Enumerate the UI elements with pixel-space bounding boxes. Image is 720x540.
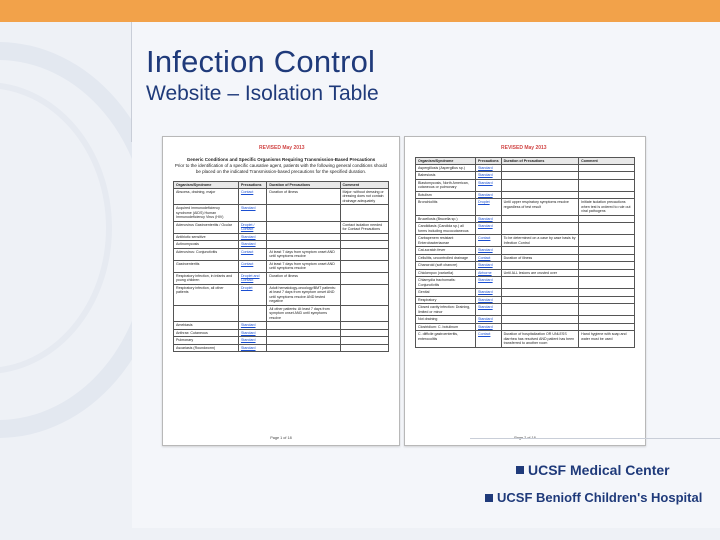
table-row bbox=[416, 235, 635, 247]
table-cell bbox=[579, 296, 635, 303]
table-row bbox=[174, 260, 389, 272]
top-accent-bar bbox=[0, 0, 720, 22]
table-row bbox=[174, 221, 389, 233]
table-row bbox=[416, 199, 635, 215]
logo-divider bbox=[470, 438, 720, 439]
footer-band bbox=[132, 528, 720, 540]
column-header: Comment bbox=[340, 182, 388, 189]
table-cell: Duration of illness bbox=[501, 254, 579, 261]
table-cell[interactable]: Standard bbox=[476, 316, 502, 323]
table-cell[interactable]: Standard bbox=[476, 191, 502, 198]
ucsf-logo-mark bbox=[516, 466, 524, 474]
table-cell: Bronchiolitis bbox=[416, 199, 476, 215]
table-row bbox=[416, 262, 635, 269]
table-cell bbox=[267, 205, 340, 221]
table-cell: Abscess, draining, major bbox=[174, 189, 239, 205]
table-cell bbox=[340, 260, 388, 272]
table-cell bbox=[267, 241, 340, 248]
table-cell: Contact isolation needed for Contact Precautions bbox=[340, 221, 388, 233]
table-cell bbox=[579, 289, 635, 296]
table-cell bbox=[579, 191, 635, 198]
column-header: Duration of Precautions bbox=[501, 158, 579, 165]
slide-subtitle: Website – Isolation Table bbox=[146, 82, 379, 105]
table-cell[interactable]: Droplet and Contact bbox=[238, 272, 266, 284]
table-row bbox=[416, 223, 635, 235]
table-cell bbox=[579, 316, 635, 323]
table-cell bbox=[579, 223, 635, 235]
table-cell: All other patients: At least 7 days from symptom onset AND until symptoms resolve bbox=[267, 305, 340, 321]
table-cell bbox=[238, 305, 266, 321]
table-cell: Respiratory bbox=[416, 296, 476, 303]
table-row bbox=[174, 205, 389, 221]
table-row bbox=[416, 247, 635, 254]
table-cell: Acquired immunodeficiency syndrome (AIDS) Human Immunodeficiency Virus (HIV) bbox=[174, 205, 239, 221]
table-cell: Pulmonary bbox=[174, 337, 239, 344]
table-row bbox=[174, 272, 389, 284]
table-cell bbox=[267, 337, 340, 344]
isolation-table-left bbox=[173, 181, 389, 352]
table-cell bbox=[267, 233, 340, 240]
table-cell bbox=[501, 172, 579, 179]
table-cell bbox=[340, 337, 388, 344]
table-cell: At least 7 days from symptom onset AND until symptoms resolve bbox=[267, 248, 340, 260]
table-cell: Botulism bbox=[416, 191, 476, 198]
column-header: Organism/Syndrome bbox=[174, 182, 239, 189]
table-cell[interactable]: Standard bbox=[238, 344, 266, 351]
table-cell[interactable]: Standard bbox=[476, 179, 502, 191]
table-cell[interactable]: Airborne bbox=[476, 269, 502, 276]
table-cell: Carbapenem resistant Enterobacteriaceae bbox=[416, 235, 476, 247]
column-header: Organism/Syndrome bbox=[416, 158, 476, 165]
table-cell[interactable]: Standard bbox=[476, 215, 502, 222]
table-cell: Respiratory infection, all other patients bbox=[174, 284, 239, 305]
table-cell[interactable]: Droplet bbox=[238, 284, 266, 305]
table-row bbox=[416, 316, 635, 323]
table-row bbox=[416, 165, 635, 172]
table-cell bbox=[340, 248, 388, 260]
ucsf-medical-center-logo: UCSF Medical Center bbox=[528, 462, 670, 478]
table-cell: Duration of illness bbox=[267, 189, 340, 205]
table-cell bbox=[579, 179, 635, 191]
table-cell[interactable]: Standard bbox=[238, 322, 266, 329]
table-row bbox=[174, 284, 389, 305]
table-row bbox=[416, 215, 635, 222]
table-cell: Until upper respiratory symptoms resolve regardless of test result bbox=[501, 199, 579, 215]
left-watermark-panel bbox=[0, 22, 132, 540]
table-cell[interactable]: Standard bbox=[238, 241, 266, 248]
table-cell: At least 7 days from symptom onset AND until symptoms resolve bbox=[267, 260, 340, 272]
ucsf-childrens-hospital-logo: UCSF Benioff Children's Hospital bbox=[497, 490, 703, 505]
table-row bbox=[416, 172, 635, 179]
isolation-table-right bbox=[415, 157, 635, 348]
table-cell[interactable]: Standard bbox=[476, 223, 502, 235]
table-row bbox=[174, 337, 389, 344]
table-cell: Blastomycosis, North American, cutaneous or pulmonary bbox=[416, 179, 476, 191]
table-cell bbox=[340, 272, 388, 284]
slide-title: Infection Control bbox=[146, 44, 376, 79]
table-cell bbox=[579, 269, 635, 276]
table-cell bbox=[579, 165, 635, 172]
table-cell bbox=[579, 172, 635, 179]
table-cell bbox=[501, 191, 579, 198]
table-row bbox=[174, 233, 389, 240]
table-row bbox=[416, 296, 635, 303]
revised-label: REVISED May 2013 bbox=[259, 145, 305, 151]
table-cell bbox=[579, 304, 635, 316]
divider bbox=[131, 22, 132, 142]
table-cell: Cellulitis, uncontrolled drainage bbox=[416, 254, 476, 261]
table-cell bbox=[501, 165, 579, 172]
table-cell[interactable]: Contact bbox=[238, 248, 266, 260]
table-cell[interactable]: Contact bbox=[476, 331, 502, 347]
table-row bbox=[416, 304, 635, 316]
table-cell: Candidiasis (Candida sp.) all forms including mucocutaneous bbox=[416, 223, 476, 235]
table-cell: C. difficile gastroenteritis, enterocolitis bbox=[416, 331, 476, 347]
table-cell bbox=[267, 221, 340, 233]
table-cell: Clostridium: C. botulinum bbox=[416, 323, 476, 330]
column-header: Comment bbox=[579, 158, 635, 165]
table-cell[interactable]: Standard bbox=[238, 329, 266, 336]
table-cell[interactable]: Contact bbox=[476, 254, 502, 261]
table-row bbox=[174, 241, 389, 248]
table-cell bbox=[579, 235, 635, 247]
table-cell: Chlamydia trachomatis: Conjunctivitis bbox=[416, 277, 476, 289]
table-cell[interactable]: Standard bbox=[238, 205, 266, 221]
table-cell bbox=[267, 322, 340, 329]
table-cell: Initiate isolation precautions when test is ordered to rule out viral pathogens bbox=[579, 199, 635, 215]
table-cell bbox=[501, 262, 579, 269]
table-cell[interactable]: Standard bbox=[476, 304, 502, 316]
table-cell[interactable]: Standard bbox=[476, 247, 502, 254]
table-cell[interactable]: Standard bbox=[238, 233, 266, 240]
table-cell: Major: without dressing or dressing does not contain drainage adequately bbox=[340, 189, 388, 205]
doc-intro: Prior to the identification of a specific causative agent, patients with the following general conditions should be placed on the indicated Transmission-based precautions for the specified duration. bbox=[174, 162, 388, 174]
table-cell: Adenovirus Gastroenteritis / Ocular bbox=[174, 221, 239, 233]
table-cell[interactable]: Standard bbox=[476, 172, 502, 179]
table-cell: Chancroid (soft chancre) bbox=[416, 262, 476, 269]
table-cell bbox=[340, 329, 388, 336]
table-cell[interactable]: Droplet / Contact bbox=[238, 221, 266, 233]
table-cell bbox=[501, 215, 579, 222]
table-cell: Babesiosis bbox=[416, 172, 476, 179]
table-cell bbox=[579, 262, 635, 269]
table-cell: Closed cavity infection: Draining, limited or minor bbox=[416, 304, 476, 316]
table-cell bbox=[579, 215, 635, 222]
table-cell[interactable]: Contact bbox=[238, 260, 266, 272]
table-cell bbox=[340, 233, 388, 240]
table-cell: To be determined on a case by case basis by Infection Control bbox=[501, 235, 579, 247]
table-cell bbox=[579, 323, 635, 330]
table-cell bbox=[267, 344, 340, 351]
isolation-table-page-1 bbox=[162, 136, 400, 446]
table-row bbox=[174, 305, 389, 321]
table-cell: Brucellosis (Brucella sp.) bbox=[416, 215, 476, 222]
table-cell: Gastroenteritis bbox=[174, 260, 239, 272]
table-cell bbox=[340, 305, 388, 321]
table-cell bbox=[340, 284, 388, 305]
table-cell: Duration of illness bbox=[267, 272, 340, 284]
table-cell bbox=[501, 179, 579, 191]
table-cell[interactable]: Standard bbox=[476, 262, 502, 269]
table-cell: Adult hematology-oncology/BMT patients: at least 7 days from symptom onset AND until symptoms resolve AND tested negative bbox=[267, 284, 340, 305]
table-cell: Anthrax: Cutaneous bbox=[174, 329, 239, 336]
table-cell: Chickenpox (varicella) bbox=[416, 269, 476, 276]
table-cell[interactable]: Standard bbox=[476, 277, 502, 289]
table-row bbox=[416, 191, 635, 198]
table-cell: Duration of hospitalization OR UNLESS diarrhea has resolved AND patient has been transferred to another room bbox=[501, 331, 579, 347]
table-row bbox=[416, 179, 635, 191]
table-cell bbox=[501, 277, 579, 289]
table-cell: Hand hygiene with soap and water must be used bbox=[579, 331, 635, 347]
table-cell[interactable]: Contact bbox=[476, 235, 502, 247]
table-cell bbox=[340, 344, 388, 351]
table-cell[interactable]: Droplet bbox=[476, 199, 502, 215]
table-cell bbox=[501, 304, 579, 316]
doc-heading-title: Generic Conditions and Specific Organisms Requiring Transmission-Based Precautions bbox=[186, 157, 376, 162]
table-cell: Adenovirus: Conjunctivitis bbox=[174, 248, 239, 260]
table-cell bbox=[501, 223, 579, 235]
table-cell: Actinomycosis bbox=[174, 241, 239, 248]
table-cell: Aspergillosis (Aspergillus sp.) bbox=[416, 165, 476, 172]
table-cell[interactable]: Standard bbox=[476, 289, 502, 296]
table-cell bbox=[501, 247, 579, 254]
table-cell[interactable]: Standard bbox=[238, 337, 266, 344]
isolation-table-page-2 bbox=[404, 136, 646, 446]
table-cell bbox=[501, 323, 579, 330]
table-cell bbox=[267, 329, 340, 336]
column-header: Precautions bbox=[476, 158, 502, 165]
table-cell: Respiratory infection, in infants and young children bbox=[174, 272, 239, 284]
table-cell[interactable]: Contact bbox=[238, 189, 266, 205]
table-row bbox=[174, 189, 389, 205]
table-cell bbox=[579, 247, 635, 254]
page-number: Page 1 of 18 bbox=[270, 436, 292, 440]
table-cell: Until ALL lesions are crusted over bbox=[501, 269, 579, 276]
table-cell[interactable]: Standard bbox=[476, 165, 502, 172]
table-cell: Amebiasis bbox=[174, 322, 239, 329]
table-cell: Not draining bbox=[416, 316, 476, 323]
column-header: Precautions bbox=[238, 182, 266, 189]
table-row bbox=[174, 344, 389, 351]
doc-heading bbox=[173, 157, 389, 175]
table-cell bbox=[501, 316, 579, 323]
table-cell bbox=[340, 241, 388, 248]
table-cell bbox=[579, 254, 635, 261]
table-row bbox=[174, 322, 389, 329]
table-cell: Cat-scratch fever bbox=[416, 247, 476, 254]
ucsf-logo-mark bbox=[485, 494, 493, 502]
table-row bbox=[174, 248, 389, 260]
table-cell bbox=[579, 277, 635, 289]
table-row bbox=[416, 323, 635, 330]
table-cell bbox=[174, 305, 239, 321]
table-cell[interactable]: Standard bbox=[476, 323, 502, 330]
table-row bbox=[416, 254, 635, 261]
table-row bbox=[416, 269, 635, 276]
column-header: Duration of Precautions bbox=[267, 182, 340, 189]
table-cell: Genital bbox=[416, 289, 476, 296]
table-row bbox=[174, 329, 389, 336]
table-row bbox=[416, 331, 635, 347]
table-cell bbox=[501, 289, 579, 296]
table-cell bbox=[340, 205, 388, 221]
table-row bbox=[416, 277, 635, 289]
table-cell: Ascariasis (Roundworm) bbox=[174, 344, 239, 351]
revised-label: REVISED May 2013 bbox=[501, 145, 547, 151]
table-cell bbox=[501, 296, 579, 303]
table-cell: Antibiotic sensitive bbox=[174, 233, 239, 240]
table-cell[interactable]: Standard bbox=[476, 296, 502, 303]
table-cell bbox=[340, 322, 388, 329]
table-row bbox=[416, 289, 635, 296]
